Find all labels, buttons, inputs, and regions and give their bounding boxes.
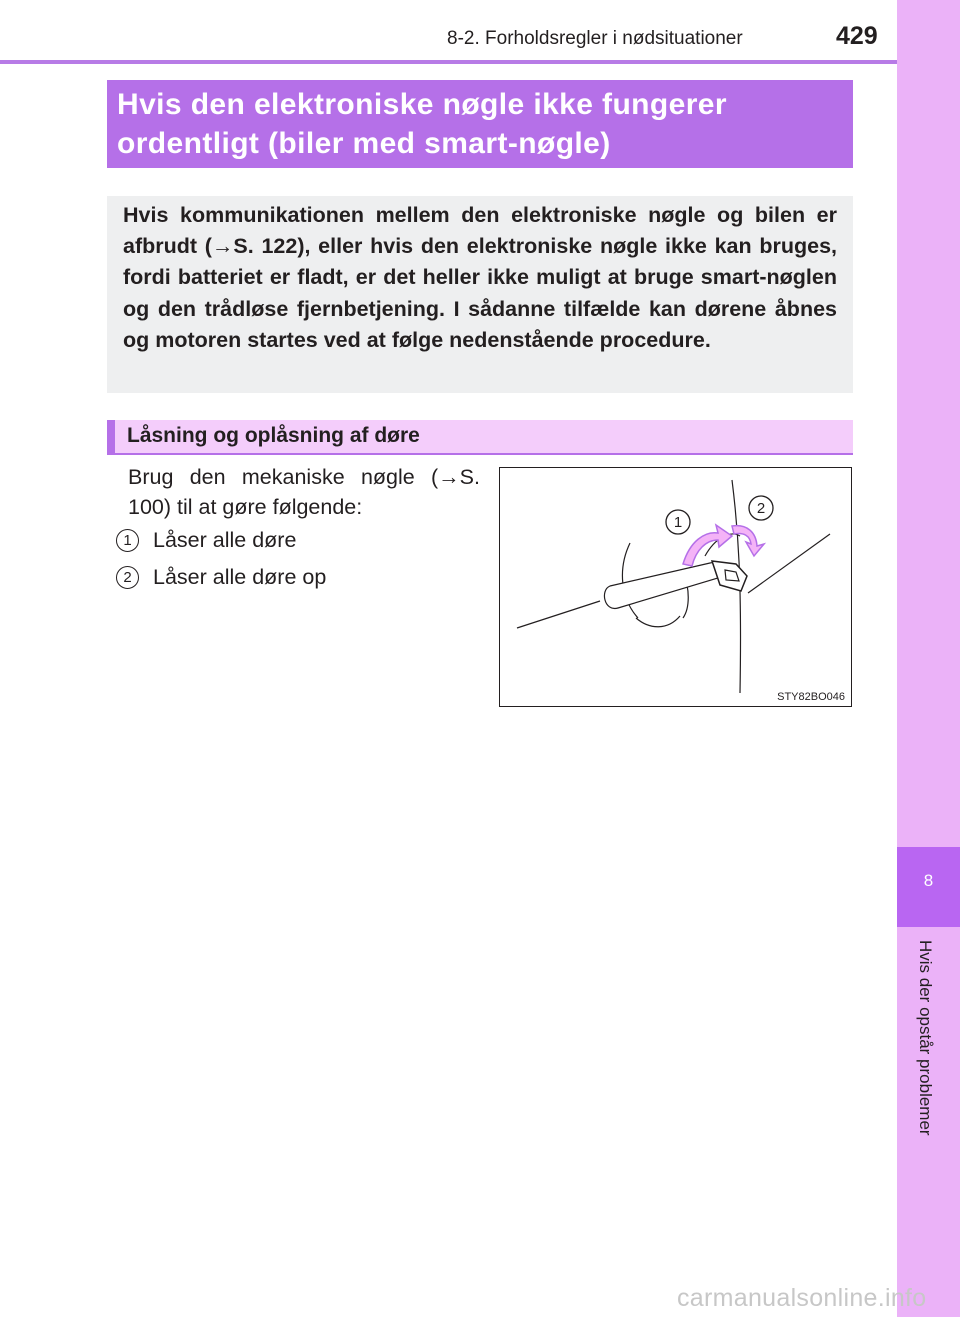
step-number-1: 1 bbox=[116, 529, 139, 552]
step-text-2: Låser alle døre op bbox=[153, 565, 327, 589]
door-lock-illustration bbox=[499, 467, 852, 707]
chapter-title: Hvis der opstår problemer bbox=[916, 940, 935, 1136]
door-recess-bottom bbox=[636, 616, 680, 627]
section-title: 8-2. Forholdsregler i nødsituationer bbox=[447, 28, 743, 49]
body-text: Brug den mekaniske nøgle (→S. 100) til at gøre følgende: bbox=[128, 465, 480, 519]
watermark: carmanualsonline.info bbox=[677, 1284, 927, 1312]
door-handle-drawing bbox=[500, 468, 853, 708]
intro-text: Hvis kommunikationen mellem den elektroniske nøgle og bilen er afbrudt (→S. 122), eller hvis den elektroniske nøgle ikke kan bruges, fordi batteriet er fladt, er det heller ikke muligt at bruge smart-nøglen og den trådløse fjernbetjening. I sådanne tilfælde kan dørene åbnes og motoren startes ved at følge nedenstående procedure. bbox=[123, 203, 837, 352]
step-number-2: 2 bbox=[116, 566, 139, 589]
main-heading-line-1: Hvis den elektroniske nøgle ikke fungerer bbox=[117, 88, 727, 121]
main-heading bbox=[107, 80, 853, 168]
subsection-heading: Låsning og oplåsning af døre bbox=[107, 420, 853, 455]
door-line-right bbox=[748, 534, 830, 593]
chapter-side-tab bbox=[897, 0, 960, 1317]
unlock-arrow-icon bbox=[732, 526, 764, 556]
page-number: 429 bbox=[836, 22, 878, 50]
lock-arrow-icon bbox=[683, 525, 732, 566]
intro-box bbox=[107, 196, 853, 393]
step-text-1: Låser alle døre bbox=[153, 528, 297, 552]
chapter-number: 8 bbox=[897, 847, 960, 927]
door-line-left bbox=[517, 601, 600, 628]
figure-code: STY82BO046 bbox=[777, 691, 845, 703]
main-heading-line-2: ordentligt (biler med smart-nøgle) bbox=[117, 127, 611, 160]
step-item-2 bbox=[116, 565, 326, 590]
header-rule bbox=[0, 60, 897, 64]
step-item-1 bbox=[116, 528, 296, 553]
callout-label-2: 2 bbox=[756, 500, 766, 517]
callout-label-1: 1 bbox=[673, 514, 683, 531]
